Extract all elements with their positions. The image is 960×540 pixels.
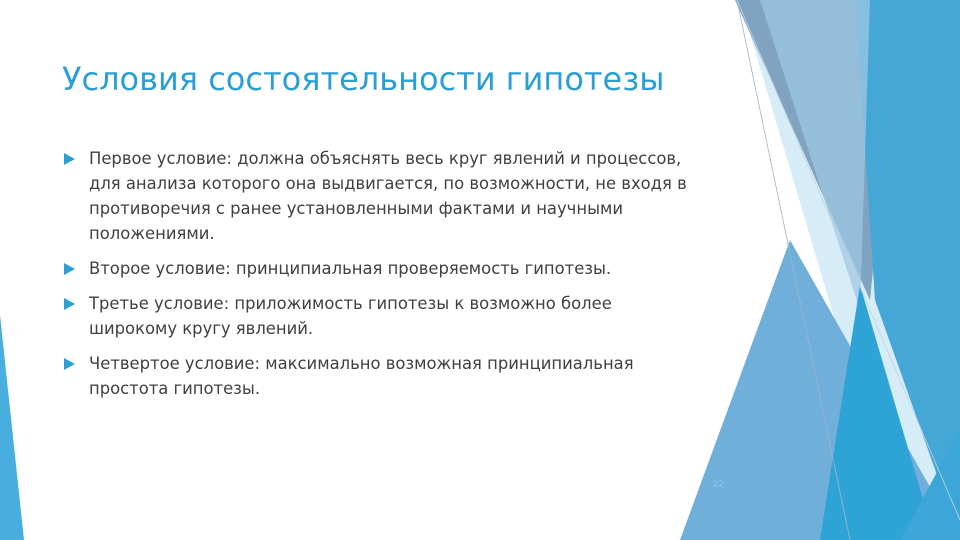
right-highlight-triangle <box>760 0 870 310</box>
bullet-item <box>62 146 702 246</box>
bullet-text: Четвертое условие: максимально возможная принципиальная простота гипотезы. <box>89 354 634 398</box>
bullet-text: Второе условие: принципиальная проверяемость гипотезы. <box>89 259 612 278</box>
bullet-arrow-icon <box>64 298 75 310</box>
bullet-text: Третье условие: приложимость гипотезы к возможно более широкому кругу явлений. <box>89 294 612 338</box>
bullet-item <box>62 351 702 401</box>
left-edge-triangle <box>0 315 24 540</box>
bullet-arrow-icon <box>64 358 75 370</box>
slide-title: Условия состоятельности гипотезы <box>62 60 665 98</box>
bullet-list <box>62 146 702 411</box>
bullet-arrow-icon <box>64 153 75 165</box>
bullet-item <box>62 256 702 281</box>
bullet-item <box>62 291 702 341</box>
bullet-arrow-icon <box>64 263 75 275</box>
bullet-text: Первое условие: должна объяснять весь круг явлений и процессов, для анализа которого она выдвигается, по возможности, не входя в противоречия с ранее установленными фактами и научными положениями. <box>89 149 687 243</box>
page-number: 22 <box>712 480 724 490</box>
